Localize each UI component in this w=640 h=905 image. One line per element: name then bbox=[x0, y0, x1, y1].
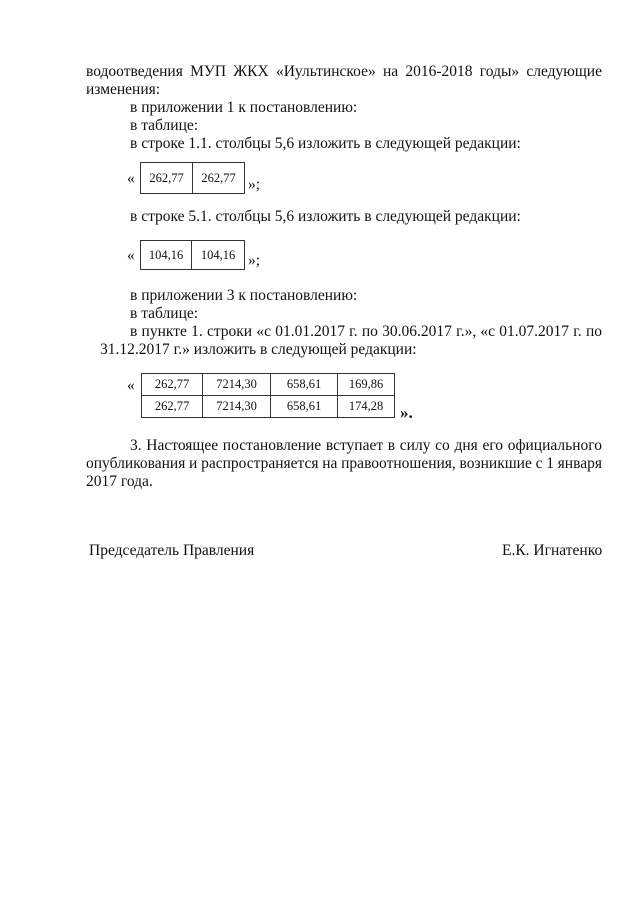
table-word-2: в таблице: bbox=[130, 305, 199, 322]
para-word: 1 bbox=[546, 455, 554, 472]
table-appendix-3 bbox=[141, 373, 395, 418]
table-row-1-1 bbox=[140, 162, 245, 194]
table-cell: 169,86 bbox=[338, 374, 395, 396]
para-word: со bbox=[435, 437, 450, 454]
point-word: г. bbox=[573, 323, 582, 340]
para-word: вступает bbox=[325, 437, 384, 454]
para-word: и bbox=[189, 455, 198, 472]
signature-name: Е.К. Игнатенко bbox=[502, 542, 603, 559]
open-quote: « bbox=[127, 377, 135, 394]
close-quote: »; bbox=[248, 252, 261, 269]
para-word: возникшие bbox=[459, 455, 532, 472]
point-word: по bbox=[361, 323, 378, 340]
para-word: 3. bbox=[130, 437, 142, 454]
point-word: г.», bbox=[456, 323, 477, 340]
table-row bbox=[141, 163, 245, 194]
table-cell: 262,77 bbox=[142, 396, 203, 418]
close-quote: »; bbox=[248, 176, 261, 193]
intro-word: 2016-2018 bbox=[405, 63, 473, 80]
point-word: 30.06.2017 bbox=[382, 323, 452, 340]
intro-line-2: изменения: bbox=[86, 81, 161, 98]
point-word: 01.01.2017 bbox=[275, 323, 345, 340]
table-row-5-1 bbox=[140, 240, 245, 270]
appendix-3-heading: в приложении 3 к постановлению: bbox=[130, 287, 358, 304]
para-word: правоотношения, bbox=[341, 455, 456, 472]
point-word: г. bbox=[349, 323, 358, 340]
point-word: «с bbox=[480, 323, 496, 340]
point-word: 01.07.2017 bbox=[499, 323, 570, 340]
intro-word: водоотведения bbox=[86, 63, 183, 80]
table-word-1: в таблице: bbox=[130, 117, 199, 134]
open-quote: « bbox=[127, 170, 135, 187]
para-word: на bbox=[322, 455, 338, 472]
table-cell: 104,16 bbox=[141, 241, 192, 270]
table-row bbox=[142, 396, 395, 418]
para-word: января bbox=[557, 455, 602, 472]
intro-word: годы» bbox=[479, 63, 520, 80]
intro-word: на bbox=[382, 63, 399, 80]
open-quote: « bbox=[127, 247, 135, 264]
point-1-line-2: 31.12.2017 г.» изложить в следующей редакции: bbox=[100, 341, 417, 358]
intro-line-1 bbox=[86, 63, 602, 81]
para-word: опубликования bbox=[86, 455, 186, 472]
table-row bbox=[141, 241, 245, 270]
table-row bbox=[142, 374, 395, 396]
signature-title: Председатель Правления bbox=[89, 542, 255, 559]
table-cell: 104,16 bbox=[192, 241, 245, 270]
row-5-1-instruction: в строке 5.1. столбцы 5,6 изложить в следующей редакции: bbox=[130, 208, 521, 225]
table-cell: 262,77 bbox=[142, 374, 203, 396]
intro-word: МУП bbox=[190, 63, 227, 80]
intro-word: ЖКХ bbox=[233, 63, 269, 80]
point-word: «с bbox=[256, 323, 271, 340]
paragraph-3-line-2 bbox=[86, 455, 602, 473]
para-word: распространяется bbox=[201, 455, 319, 472]
table-cell: 658,61 bbox=[271, 396, 338, 418]
table-cell: 262,77 bbox=[193, 163, 245, 194]
para-word: постановление bbox=[222, 437, 322, 454]
point-word: в bbox=[130, 323, 138, 340]
para-word: официального bbox=[507, 437, 602, 454]
point-word: 1. bbox=[191, 323, 203, 340]
table-cell: 262,77 bbox=[141, 163, 193, 194]
close-quote: ». bbox=[400, 403, 413, 422]
table-cell: 7214,30 bbox=[203, 396, 271, 418]
table-cell: 174,28 bbox=[338, 396, 395, 418]
paragraph-3-line-1 bbox=[130, 437, 602, 455]
para-word: с bbox=[535, 455, 543, 472]
paragraph-3-line-3: 2017 года. bbox=[86, 473, 153, 490]
table-cell: 7214,30 bbox=[203, 374, 271, 396]
para-word: силу bbox=[399, 437, 431, 454]
para-word: его bbox=[482, 437, 504, 454]
intro-word: следующие bbox=[526, 63, 602, 80]
point-1-line-1 bbox=[130, 323, 602, 341]
point-word: пункте bbox=[141, 323, 187, 340]
para-word: в bbox=[387, 437, 396, 454]
table-cell: 658,61 bbox=[271, 374, 338, 396]
point-word: по bbox=[585, 323, 602, 340]
point-word: строки bbox=[206, 323, 253, 340]
appendix-1-heading: в приложении 1 к постановлению: bbox=[130, 99, 358, 116]
para-word: дня bbox=[454, 437, 478, 454]
row-1-1-instruction: в строке 1.1. столбцы 5,6 изложить в следующей редакции: bbox=[130, 135, 521, 152]
para-word: Настоящее bbox=[146, 437, 219, 454]
intro-word: «Иультинское» bbox=[275, 63, 376, 80]
